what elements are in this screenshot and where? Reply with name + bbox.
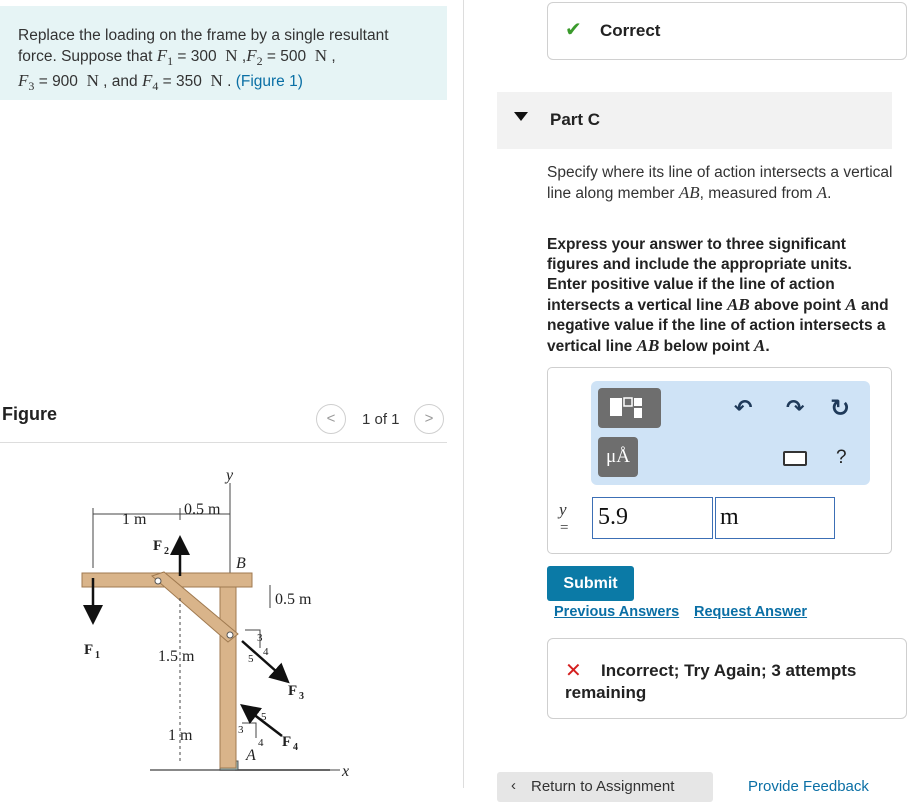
sep-comma: ,: [237, 48, 247, 65]
f1-symbol: F: [156, 46, 168, 65]
label-a: A: [246, 747, 256, 764]
question-ab: AB: [678, 183, 700, 202]
label-x: x: [342, 763, 350, 780]
f1-equals: =: [173, 48, 191, 65]
feedback-box: [547, 638, 907, 719]
units-button[interactable]: μÅ: [598, 437, 638, 477]
brace-pin-bottom: [227, 632, 233, 638]
f1-value: 300: [190, 48, 217, 65]
correct-status: [547, 2, 907, 60]
question-part-2: , measured from: [699, 185, 817, 202]
label-f1-sub: 1: [95, 650, 100, 661]
return-label: Return to Assignment: [531, 778, 675, 795]
f3-unit: N: [86, 71, 99, 91]
f3-symbol: F: [18, 71, 29, 91]
templates-button[interactable]: [598, 388, 661, 428]
feedback-text: Incorrect; Try Again; 3 attempts remaining: [565, 661, 857, 702]
slope-a-five: 5: [248, 653, 254, 665]
f4-equals: =: [158, 73, 176, 91]
frame-figure: [60, 458, 390, 783]
slope-b-three: 3: [238, 724, 244, 736]
and-text: , and: [98, 73, 142, 91]
instr-part-5: .: [765, 338, 770, 355]
undo-icon[interactable]: ↶: [734, 395, 753, 420]
previous-answers-link[interactable]: Previous Answers: [554, 604, 680, 620]
templates-icon: [598, 388, 661, 428]
answer-equals: =: [560, 520, 569, 536]
label-f4-sub: 4: [293, 742, 298, 753]
f2-value: 500: [280, 48, 307, 65]
help-icon[interactable]: ?: [836, 447, 847, 468]
slope-b-five: 5: [261, 711, 267, 723]
instr-a-1: A: [845, 295, 857, 314]
label-f3: F: [288, 683, 298, 699]
question-text: [547, 163, 897, 204]
label-f2-sub: 2: [164, 546, 169, 557]
label-f4: F: [282, 734, 292, 750]
answer-instructions: [547, 235, 892, 357]
f3-value: 900: [52, 73, 78, 91]
f1-subscript: 1: [167, 54, 174, 69]
sep-comma-2: ,: [327, 48, 336, 65]
collapse-triangle-icon[interactable]: [514, 112, 528, 121]
f4-value: 350: [176, 73, 202, 91]
figure-title: Figure: [2, 404, 58, 424]
period: .: [222, 73, 236, 91]
column-ab: [220, 573, 236, 768]
label-b: B: [236, 555, 246, 572]
label-f1: F: [84, 642, 94, 658]
reset-icon[interactable]: ↻: [830, 395, 851, 422]
instr-ab-1: AB: [727, 295, 750, 314]
slope-a-four: 4: [263, 646, 269, 658]
submit-button[interactable]: Submit: [547, 566, 634, 601]
part-label: Part C: [550, 110, 601, 129]
instr-part-3: and negative value if the line of action intersects a vertical line: [547, 297, 889, 355]
dim-one-m-top: 1 m: [122, 511, 147, 528]
answer-units-input[interactable]: m: [715, 497, 835, 539]
f3-subscript: 3: [28, 79, 35, 94]
figure-link[interactable]: (Figure 1): [235, 73, 303, 91]
part-c-header[interactable]: [497, 92, 892, 149]
provide-feedback-link[interactable]: Provide Feedback: [748, 778, 869, 795]
f2-subscript: 2: [256, 54, 263, 69]
f4-symbol: F: [141, 71, 153, 91]
checkmark-icon: ✔: [565, 19, 582, 41]
figure-rule: [0, 442, 447, 443]
f4-subscript: 4: [152, 79, 159, 94]
instr-ab-2: AB: [636, 336, 660, 355]
label-f3-sub: 3: [299, 691, 304, 702]
f2-symbol: F: [246, 46, 257, 65]
slope-a-three: 3: [257, 632, 263, 644]
problem-intro: Replace the loading on the frame by a single resultant force. Suppose that: [18, 27, 389, 65]
f1-unit: N: [225, 46, 238, 65]
answer-value-input[interactable]: 5.9: [592, 497, 713, 539]
return-to-assignment-button[interactable]: [497, 772, 713, 802]
instr-a-2: A: [754, 336, 766, 355]
instr-part-4: below point: [659, 338, 755, 355]
figure-count: 1 of 1: [362, 411, 400, 428]
chevron-left-icon: ‹: [511, 777, 516, 794]
question-part-1: Specify where its line of action intersects a vertical line along member: [547, 164, 893, 202]
f2-unit: N: [314, 46, 328, 65]
request-answer-link[interactable]: Request Answer: [694, 604, 808, 620]
column-divider: [463, 0, 464, 788]
figure-next-button[interactable]: >: [414, 404, 444, 434]
incorrect-icon: ✕: [565, 660, 582, 682]
figure-prev-button[interactable]: <: [316, 404, 346, 434]
brace-pin-top: [155, 578, 161, 584]
dim-one-half-m: 1.5 m: [158, 648, 195, 665]
f3-equals: =: [34, 73, 53, 91]
f2-equals: =: [262, 48, 281, 65]
answer-variable: y: [559, 500, 567, 519]
instr-part-1: Express your answer to three significant figures and include the appropriate units. Enter positive value if the line of action intersects a vertical line: [547, 236, 852, 314]
slope-triangle-b: [242, 723, 256, 738]
instr-part-2: above point: [749, 297, 846, 314]
dim-half-m-top: 0.5 m: [184, 501, 221, 518]
keyboard-icon[interactable]: [783, 451, 807, 466]
dim-one-m-bottom: 1 m: [168, 727, 193, 744]
redo-icon[interactable]: ↷: [786, 395, 805, 420]
dim-half-m-right: 0.5 m: [275, 591, 312, 608]
label-y: y: [226, 467, 234, 484]
f4-unit: N: [210, 71, 223, 91]
question-a: A: [816, 183, 828, 202]
correct-label: Correct: [600, 21, 661, 40]
slope-b-four: 4: [258, 737, 264, 749]
question-part-3: .: [827, 185, 832, 202]
label-f2: F: [153, 538, 163, 554]
problem-statement: [0, 6, 447, 100]
